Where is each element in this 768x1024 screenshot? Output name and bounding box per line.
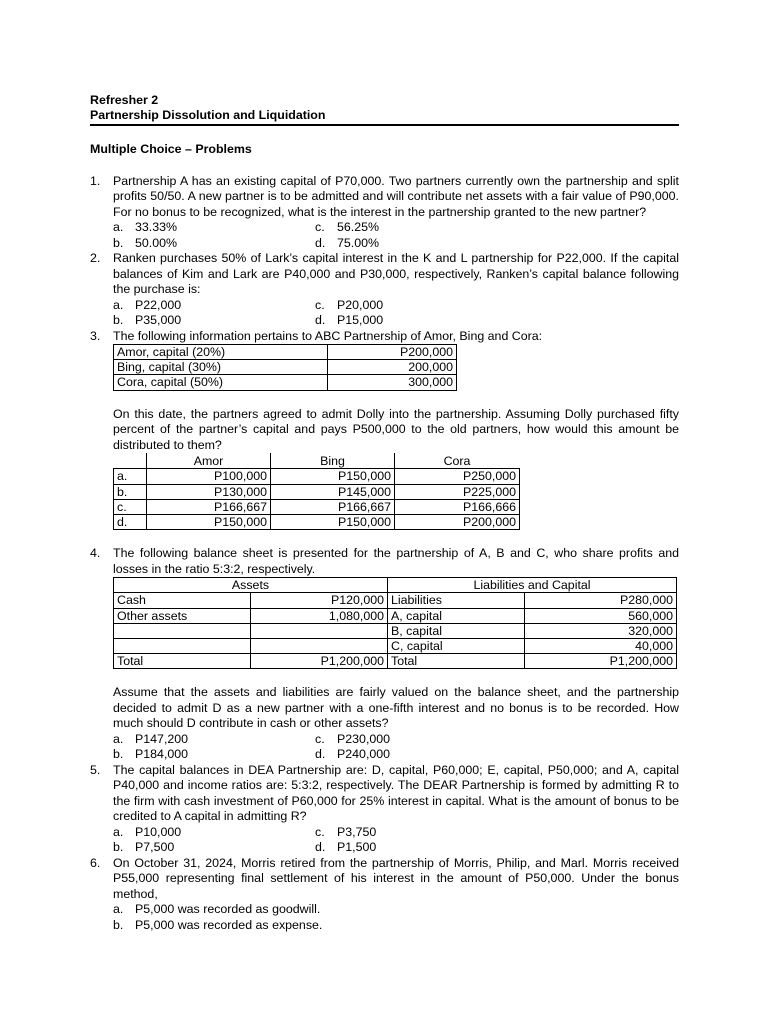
question-number: 1.	[90, 173, 101, 188]
option-d: d. P1,500	[315, 840, 377, 855]
option-c: c. P3,750	[315, 824, 377, 839]
table-total-row: Total P1,200,000 Total P1,200,000	[114, 654, 677, 669]
title-divider	[90, 124, 679, 126]
answer-options	[113, 220, 679, 251]
section-title: Multiple Choice – Problems	[90, 142, 252, 156]
option-b: b. P7,500	[113, 840, 175, 855]
question-text-continued: Assume that the assets and liabilities are fairly valued on the balance sheet, and the partnership decided to admit D as a new partner with a one-fifth interest and no bonus is to be recorded. How much should D contribute in cash or other assets?	[113, 685, 679, 731]
question-3	[90, 329, 679, 547]
option-b: b. P184,000	[113, 747, 189, 762]
answer-table	[113, 453, 520, 530]
option-a: a. P10,000	[113, 824, 182, 839]
question-text-continued: On this date, the partners agreed to admit Dolly into the partnership. Assuming Dolly purchased fifty percent of the partner’s capital and pays P500,000 to the old partners, how would this amount be distributed to them?	[113, 406, 679, 452]
table-row: d. P150,000 P150,000 P200,000	[114, 514, 520, 529]
document-title: Refresher 2	[90, 93, 159, 107]
table-row: Amor, capital (20%) P200,000	[114, 345, 457, 360]
table-row: Bing, capital (30%) 200,000	[114, 360, 457, 375]
question-number: 5.	[90, 762, 101, 777]
answer-options	[113, 825, 679, 856]
document-subtitle: Partnership Dissolution and Liquidation	[90, 108, 326, 122]
question-2	[90, 251, 679, 329]
capital-table	[113, 344, 457, 391]
question-text: Ranken purchases 50% of Lark’s capital interest in the K and L partnership for P22,000. If the capital balances of Kim and Lark are P40,000 and P30,000, respectively, Ranken’s capital balance following the purchase is:	[113, 251, 679, 296]
question-6	[90, 856, 679, 934]
option-c: c. P20,000	[315, 297, 384, 312]
document-page	[90, 93, 679, 933]
option-a: a. P22,000	[113, 297, 182, 312]
question-5	[90, 763, 679, 856]
question-number: 4.	[90, 546, 101, 561]
option-a: a. P147,200	[113, 731, 189, 746]
table-row: Cora, capital (50%) 300,000	[114, 375, 457, 390]
option-d: d. 75.00%	[315, 235, 380, 250]
option-c: c. P230,000	[315, 731, 391, 746]
answer-options	[113, 298, 679, 329]
table-row: a. P100,000 P150,000 P250,000	[114, 469, 520, 484]
question-text: The following balance sheet is presented for the partnership of A, B and C, who share profits and losses in the ratio 5:3:2, respectively.	[113, 546, 679, 576]
option-a: a. 33.33%	[113, 220, 178, 234]
table-row: Cash P120,000 Liabilities P280,000	[114, 593, 677, 608]
question-number: 6.	[90, 855, 101, 870]
question-text: Partnership A has an existing capital of P70,000. Two partners currently own the partnership and split profits 50/50. A new partner is to be admitted and will contribute net assets with a fair value of P90,000. For no bonus to be recognized, what is the interest in the partnership granted to the new partner?	[113, 173, 679, 219]
table-header-row: Assets Liabilities and Capital	[114, 578, 677, 593]
table-row: c. P166,667 P166,667 P166,666	[114, 499, 520, 514]
question-1	[90, 174, 679, 252]
question-text: The capital balances in DEA Partnership are: D, capital, P60,000; E, capital, P50,000; and A, capital P40,000 and income ratios are: 5:3:2, respectively. The DEAR Partnership is formed by admitting R to the firm with cash investment of P60,000 for 25% interest in capital. What is the amount of bonus to be credited to A capital in admitting R?	[113, 762, 679, 824]
option-c: c. 56.25%	[315, 220, 380, 234]
option-b: b. P35,000	[113, 313, 182, 327]
option-d: d. P15,000	[315, 313, 384, 327]
option-a: a. P5,000 was recorded as goodwill.	[113, 902, 321, 917]
question-text: The following information pertains to ABC Partnership of Amor, Bing and Cora:	[113, 328, 543, 343]
question-text: On October 31, 2024, Morris retired from the partnership of Morris, Philip, and Marl. Morris received P55,000 representing final settlement of his interest in the amount of P50,000. Under the bonus method,	[113, 855, 679, 901]
question-number: 2.	[90, 251, 101, 265]
table-row: Other assets 1,080,000 A, capital 560,000	[114, 608, 677, 623]
option-d: d. P240,000	[315, 747, 391, 762]
question-4	[90, 546, 679, 763]
question-number: 3.	[90, 328, 101, 343]
table-row: b. P130,000 P145,000 P225,000	[114, 484, 520, 499]
table-header-row: Amor Bing Cora	[114, 454, 520, 469]
table-row: B, capital 320,000	[114, 623, 677, 638]
balance-sheet-table	[113, 577, 677, 669]
option-b: b. 50.00%	[113, 235, 178, 250]
table-row: C, capital 40,000	[114, 638, 677, 653]
answer-options	[113, 732, 679, 763]
option-b: b. P5,000 was recorded as expense.	[113, 917, 323, 932]
